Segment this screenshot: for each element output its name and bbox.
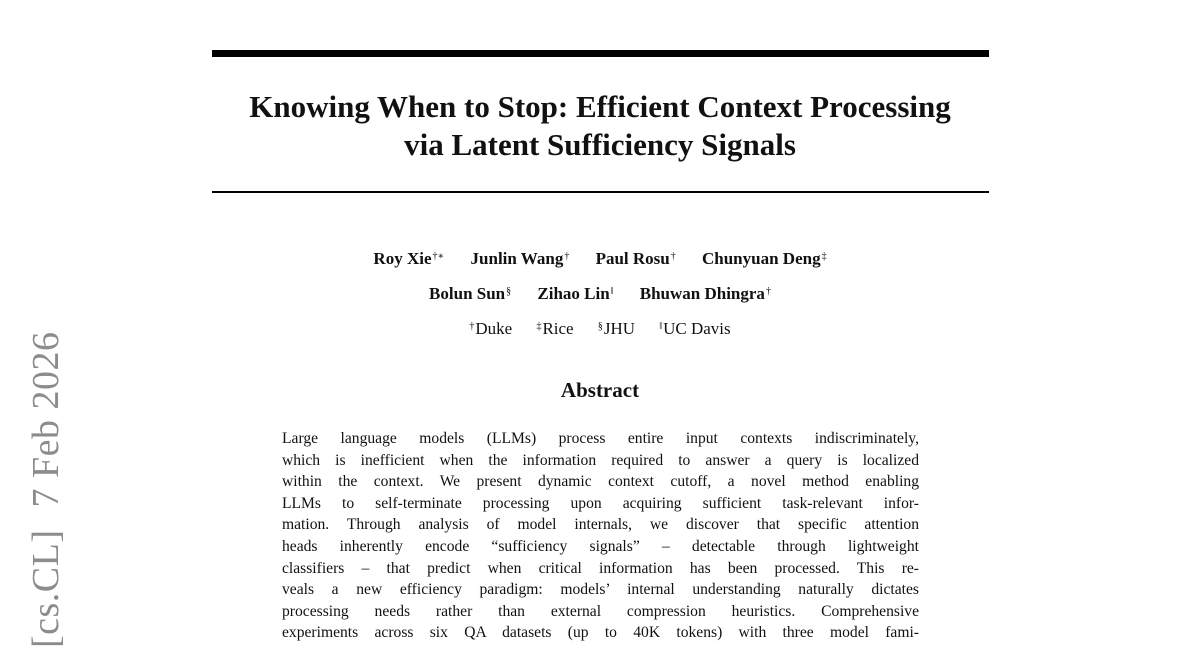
abstract-line: experiments across six QA datasets (up to 40K tokens) with three model fami-	[282, 624, 919, 642]
arxiv-date: 7 Feb 2026	[25, 331, 67, 508]
affiliation-list	[200, 319, 1000, 339]
author-affiliation-mark: §	[506, 286, 512, 297]
abstract-line: mation. Through analysis of model internals, we discover that specific attention	[282, 516, 919, 534]
paper-title	[200, 88, 1000, 164]
abstract-line: LLMs to self-terminate processing upon acquiring sufficient task-relevant infor-	[282, 494, 919, 512]
author-affiliation-mark: ‡	[821, 251, 827, 262]
author-affiliation-mark: †∗	[432, 251, 445, 262]
author-affiliation-mark: ‖	[610, 286, 614, 297]
affiliation-name: UC Davis	[663, 319, 731, 338]
abstract-line: processing needs rather than external compression heuristics. Comprehensive	[282, 602, 919, 620]
affiliation	[659, 319, 730, 339]
author-name: Roy Xie	[373, 249, 432, 268]
affiliation-name: Rice	[542, 319, 574, 338]
arxiv-side-stamp	[22, 331, 70, 648]
author-list-row-1	[200, 249, 1000, 269]
title-top-rule	[212, 50, 989, 57]
author	[640, 284, 771, 304]
abstract-line: which is inefficient when the information required to answer a query is localized	[282, 451, 919, 469]
affiliation	[469, 319, 512, 339]
title-bottom-rule	[212, 191, 989, 193]
author-name: Junlin Wang	[470, 249, 564, 268]
affiliation-mark: §	[597, 321, 603, 332]
author	[429, 284, 511, 304]
author-list-row-2	[200, 284, 1000, 304]
abstract-line: veals a new efficiency paradigm: models’ internal understanding naturally dictates	[282, 581, 919, 599]
abstract-line: Large language models (LLMs) process entire input contexts indiscriminately,	[282, 430, 919, 447]
abstract-line: within the context. We present dynamic context cutoff, a novel method enabling	[282, 473, 919, 491]
author-name: Bolun Sun	[429, 284, 506, 303]
author	[373, 249, 444, 269]
author-name: Bhuwan Dhingra	[639, 284, 765, 303]
affiliation	[598, 319, 635, 339]
author-name: Zihao Lin	[537, 284, 610, 303]
affiliation-name: Duke	[475, 319, 513, 338]
affiliation-mark: †	[469, 321, 475, 332]
author	[537, 284, 613, 304]
affiliation-mark: ‖	[659, 321, 663, 332]
title-line-1: Knowing When to Stop: Efficient Context Processing	[249, 89, 951, 124]
abstract-line: classifiers – that predict when critical information has been processed. This re-	[282, 559, 919, 577]
author-name: Chunyuan Deng	[702, 249, 821, 268]
author-name: Paul Rosu	[595, 249, 670, 268]
author-affiliation-mark: †	[670, 251, 676, 262]
affiliation-mark: ‡	[536, 321, 542, 332]
affiliation-name: JHU	[603, 319, 636, 338]
arxiv-category: [cs.CL]	[25, 529, 67, 648]
author-affiliation-mark: †	[765, 286, 771, 297]
affiliation	[536, 319, 573, 339]
author	[471, 249, 570, 269]
abstract-heading: Abstract	[560, 378, 640, 402]
author	[702, 249, 827, 269]
title-line-2: via Latent Sufficiency Signals	[404, 127, 796, 162]
author-affiliation-mark: †	[564, 251, 570, 262]
abstract-body	[282, 428, 919, 644]
abstract-line: heads inherently encode “sufficiency signals” – detectable through lightweight	[282, 537, 919, 555]
author	[596, 249, 676, 269]
